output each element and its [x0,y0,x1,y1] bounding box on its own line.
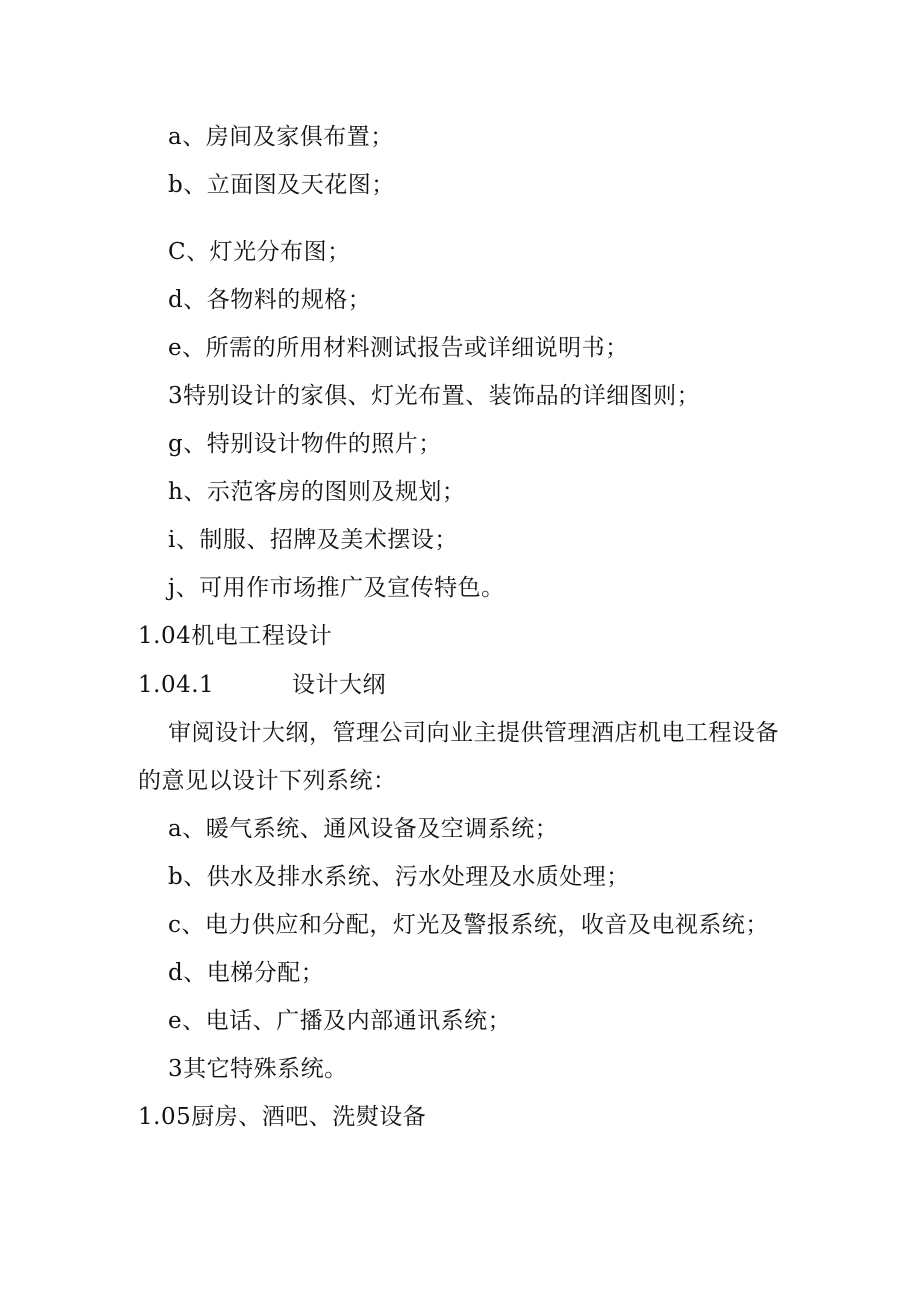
room-item-g: g、特别设计物件的照片； [168,431,442,457]
room-item-special-design: 3特别设计的家俱、灯光布置、装饰品的详细图则； [168,383,701,409]
section-heading-1041 [138,669,386,701]
review-paragraph-line-2: 的意见以设计下列系统： [138,768,397,794]
room-item-c: C、灯光分布图； [168,239,351,265]
system-item-b: b、供水及排水系统、污水处理及水质处理； [168,864,630,890]
review-paragraph-line-1: 审阅设计大纲，管理公司向业主提供管理酒店机电工程设备 [168,720,779,746]
room-item-h: h、示范客房的图则及规划； [168,479,466,505]
system-item-a: a、暖气系统、通风设备及空调系统； [168,816,559,842]
room-item-b: b、立面图及天花图； [168,172,395,198]
system-item-other: 3其它特殊系统。 [168,1056,348,1082]
system-item-c: c、电力供应和分配，灯光及警报系统，收音及电视系统； [168,912,769,938]
section-number-1041: 1.04.1 [138,672,215,698]
room-item-j: j、可用作市场推广及宣传特色。 [168,575,505,601]
room-item-e: e、所需的所用材料测试报告或详细说明书； [168,335,629,361]
system-item-d: d、电梯分配； [168,960,325,986]
section-heading-104: 1.04机电工程设计 [138,623,333,649]
system-item-e: e、电话、广播及内部通讯系统； [168,1008,512,1034]
section-title-1041: 设计大纲 [292,672,386,698]
room-item-a: a、房间及家俱布置； [168,124,394,150]
section-heading-105: 1.05厨房、酒吧、洗熨设备 [138,1104,427,1130]
room-item-i: i、制服、招牌及美术摆设； [168,527,458,553]
room-item-d: d、各物料的规格； [168,287,372,313]
